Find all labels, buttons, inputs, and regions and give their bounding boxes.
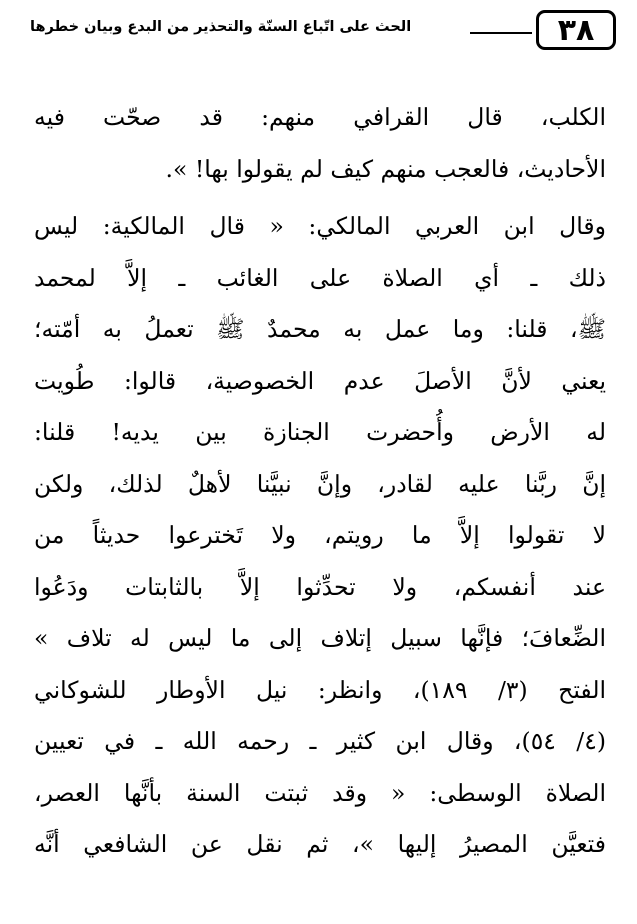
text-line: عند أنفسكم، ولا تحدِّثوا إلاَّ بالثابتات ودَعُوا — [34, 572, 606, 601]
body-text — [34, 92, 606, 871]
text-line: الأحاديث، فالعجب منهم كيف لم يقولوا بها! ». — [165, 154, 606, 183]
text-line: ذلك ـ أي الصلاة على الغائب ـ إلاَّ لمحمد — [34, 263, 606, 292]
text-line: وقال ابن العربي المالكي: « قال المالكية: ليس — [34, 212, 606, 240]
text-line: الفتح (٣/ ١٨٩)، وانظر: نيل الأوطار للشوكاني — [34, 675, 606, 704]
text-line: ﷺ، قلنا: وما عمل به محمدٌ ﷺ تعملُ به أمّته؛ — [34, 315, 606, 343]
text-line: له الأرض وأُحضرت الجنازة بين يديه! قلنا: — [34, 418, 606, 446]
page-number: ٣٨ — [536, 10, 616, 50]
text-line: فتعيَّن المصيرُ إليها »، ثم نقل عن الشافعي أنَّه — [34, 830, 606, 858]
page-header — [30, 10, 620, 52]
text-line: لا تقولوا إلاَّ ما رويتم، ولا تَخترعوا حديثاً من — [34, 521, 606, 549]
text-line: الضِّعافَ؛ فإنَّها سبيل إتلاف إلى ما ليس له تلاف » — [34, 624, 606, 652]
text-line: الصلاة الوسطى: « وقد ثبتت السنة بأنَّها العصر، — [34, 778, 606, 807]
text-line: (٤/ ٥٤)، وقال ابن كثير ـ رحمه الله ـ في تعيين — [34, 727, 606, 755]
header-rule — [470, 32, 532, 34]
text-line: إنَّ ربَّنا عليه لقادر، وإنَّ نبيَّنا لأهلٌ لذلك، ولكن — [34, 469, 606, 498]
running-title: الحث على اتّباع السنّة والتحذير من البدع وبيان خطرها — [30, 19, 412, 35]
text-line: الكلب، قال القرافي منهم: قد صحّت فيه — [34, 103, 606, 131]
text-line: يعني لأنَّ الأصلَ عدم الخصوصية، قالوا: طُويت — [34, 366, 606, 395]
